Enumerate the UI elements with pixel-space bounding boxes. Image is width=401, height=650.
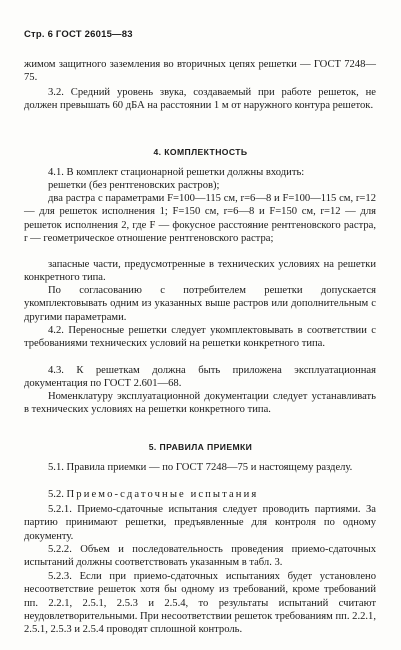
paragraph-5-2-title: Приемо-сдаточные испытания	[66, 489, 259, 500]
paragraph-5-2-number: 5.2.	[48, 489, 67, 500]
paragraph-4-1-note: По согласованию с потребителем решетки допускается укомплектовывать одним из указанных выше растров или дополнительным с другими параметрами.	[24, 285, 376, 323]
page-header: Стр. 6 ГОСТ 26015—83	[24, 29, 133, 40]
paragraph-4-1-item-2: два растра с параметрами F=100—115 см, r=6—8 и F=100—115 см, r=12 — для решеток исполнения 1; F=150 см, r=6—8 и F=150 см, r=12 — для решеток исполнения 2, где F — фокусное расстояние рентгеновского растра, r — геометрическое отношение рентгеновского растра;	[24, 193, 376, 244]
paragraph-4-3-note: Номенклатуру эксплуатационной документации следует устанавливать в технических условиях на решетки конкретного типа.	[24, 391, 376, 416]
paragraph-4-3: 4.3. К решеткам должна быть приложена эксплуатационная документация по ГОСТ 2.601—68.	[24, 365, 376, 390]
paragraph-3-2: 3.2. Средний уровень звука, создаваемый при работе решеток, не должен превышать 60 дБА на расстоянии 1 м от наружного контура решеток.	[24, 87, 376, 112]
paragraph-4-1-item-1: решетки (без рентгеновских растров);	[48, 180, 220, 191]
section-4-title: 4. КОМПЛЕКТНОСТЬ	[153, 147, 248, 157]
paragraph-5-2-2: 5.2.2. Объем и последовательность проведения приемо-сдаточных испытаний должны соответствовать указанным в табл. 3.	[24, 544, 376, 569]
section-5-title: 5. ПРАВИЛА ПРИЕМКИ	[148, 442, 253, 452]
paragraph-4-2: 4.2. Переносные решетки следует укомплектовывать в соответствии с требованиями технических условий на решетки конкретного типа.	[24, 325, 376, 350]
paragraph-4-1: 4.1. В комплект стационарной решетки должны входить:	[48, 167, 305, 178]
paragraph-5-2-1: 5.2.1. Приемо-сдаточные испытания следует проводить партиями. За партию принимают решетки, предъявленные для контроля по одному документу.	[24, 504, 376, 542]
paragraph-5-2-3: 5.2.3. Если при приемо-сдаточных испытаниях будет установлено несоответствие решеток хотя бы одному из требований, кроме требований пп. 2.2.1, 2.5.1, 2.5.3 и 2.5.4, то результаты испытаний считают неудовлетворительными. При несоответствии решеток требованиям пп. 2.2.1, 2.5.1, 2.5.3 и 2.5.4 проводят сплошной контроль.	[24, 571, 376, 636]
paragraph-4-1-item-3: запасные части, предусмотренные в технических условиях на решетки конкретного типа.	[24, 259, 376, 284]
paragraph-5-1: 5.1. Правила приемки — по ГОСТ 7248—75 и настоящему разделу.	[48, 462, 353, 473]
paragraph-intro-1: жимом защитного заземления во вторичных цепях решетки — ГОСТ 7248—75.	[24, 59, 376, 84]
paragraph-5-2	[24, 488, 376, 501]
